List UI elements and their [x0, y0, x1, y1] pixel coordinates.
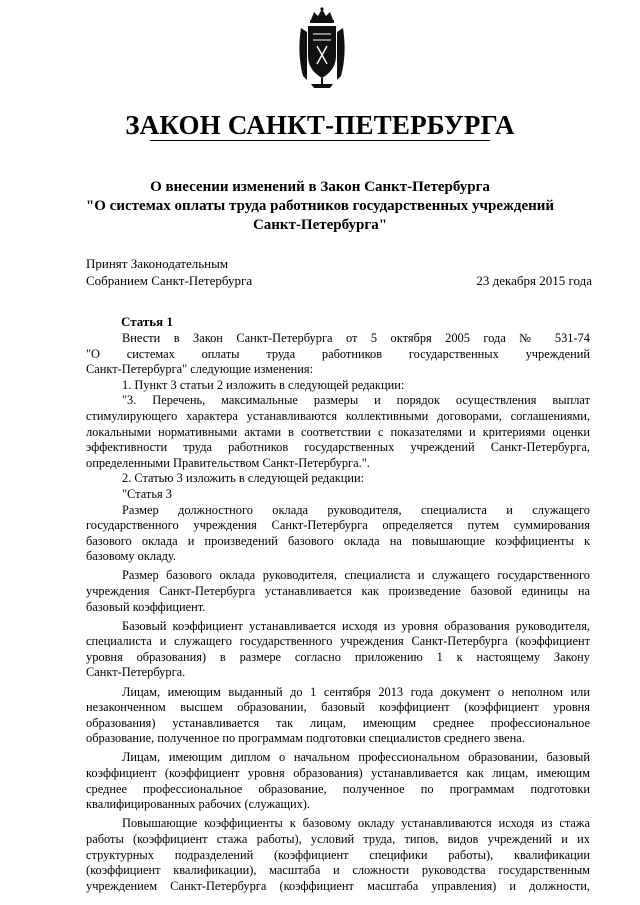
text-line: локальными нормативными актами в соответствии с показателями и критериями оценки: [86, 424, 590, 439]
subject-line: "О системах оплаты труда работников государственных учреждений: [85, 198, 555, 214]
text-line: 1. Пункт 3 статьи 2 изложить в следующей редакции:: [122, 377, 405, 392]
spb-coat-of-arms-icon: [297, 6, 347, 88]
text-line: базовый коэффициент.: [86, 599, 206, 614]
text-line: образования) устанавливается так лицам, имеющим среднее профессиональное: [86, 715, 590, 730]
text-line: среднее профессиональное образование, полученное по программам подготовки: [86, 781, 590, 796]
text-line: эффективности труда работников государственных учреждений Санкт-Петербурга,: [86, 440, 590, 455]
text-line: квалифицированных рабочих (служащих).: [86, 797, 311, 812]
text-line: учреждением Санкт-Петербурга (коэффициент масштаба управления) и должности,: [86, 878, 590, 893]
text-line: Повышающие коэффициенты к базовому окладу устанавливаются исходя из стажа: [122, 816, 590, 831]
text-line: работы (коэффициент стажа работы), условий труда, типов, видов учреждений и их: [86, 831, 590, 846]
text-line: уровня образования) в размере согласно приложению 1 к настоящему Закону: [86, 649, 590, 664]
text-line: Лицам, имеющим диплом о начальном профессиональном образовании, базовый: [122, 750, 590, 765]
law-subject: [0, 178, 640, 235]
adoption-date: 23 декабря 2015 года: [476, 273, 592, 288]
text-line: "Статья 3: [122, 486, 172, 501]
text-line: Базовый коэффициент устанавливается исходя из уровня образования руководителя,: [122, 618, 590, 633]
text-line: базовому окладу.: [86, 549, 176, 564]
text-line: определенными Правительством Санкт-Петербурга.".: [86, 455, 370, 470]
text-line: Размер должностного оклада руководителя, специалиста и служащего: [122, 502, 590, 517]
text-line: Лицам, имеющим выданный до 1 сентября 2013 года документ о неполном или: [122, 684, 590, 699]
text-line: Внести в Закон Санкт-Петербурга от 5 октября 2005 года № 531-74: [122, 331, 590, 345]
page-title: ЗАКОН САНКТ-ПЕТЕРБУРГА: [125, 110, 515, 140]
text-line: коэффициент (коэффициент уровня образования) устанавливается как лицам, имеющим: [86, 766, 590, 781]
article-body: [86, 331, 590, 894]
adoption-line: Принят Законодательным: [86, 256, 229, 271]
text-line: (коэффициент квалификации), масштаба и сложности руководства государственным: [86, 863, 590, 878]
text-line: "О системах оплаты труда работников государственных учреждений: [86, 346, 590, 361]
text-line: 2. Статью 3 изложить в следующей редакции:: [122, 471, 365, 486]
adoption-line: Собранием Санкт-Петербурга: [86, 273, 253, 288]
text-line: базового оклада и произведений базового оклада на повышающие коэффициенты к: [86, 533, 590, 548]
text-line: государственного учреждения Санкт-Петербурга определяется путем суммирования: [86, 518, 590, 533]
text-line: Размер базового оклада руководителя, специалиста и служащего государственного: [122, 568, 590, 583]
text-line: структурных подразделений (коэффициент специфики работы), квалификации: [86, 847, 590, 862]
title-underline: [150, 140, 490, 141]
subject-line: Санкт-Петербурга": [252, 217, 388, 233]
text-line: учреждения Санкт-Петербурга устанавливается как произведение базовой единицы на: [86, 584, 590, 598]
text-line: специалиста и служащего государственного учреждения Санкт-Петербурга (коэффициент: [86, 634, 590, 649]
subject-line: О внесении изменений в Закон Санкт-Петербурга: [150, 179, 490, 195]
adoption-body: [86, 255, 252, 289]
text-line: "3. Перечень, максимальные размеры и порядок осуществления выплат: [122, 393, 590, 408]
text-line: образование, полученное по программам подготовки специалистов среднего звена.: [86, 731, 525, 746]
article-heading: Статья 1: [121, 314, 173, 329]
text-line: Санкт-Петербурга" следующие изменения:: [86, 362, 314, 377]
text-line: стимулирующего характера устанавливаются коллективными договорами, соглашениями,: [86, 408, 590, 423]
text-line: незаконченном высшем образовании, базовый коэффициент (коэффициент уровня: [86, 700, 590, 715]
text-line: Санкт-Петербурга.: [86, 665, 186, 680]
